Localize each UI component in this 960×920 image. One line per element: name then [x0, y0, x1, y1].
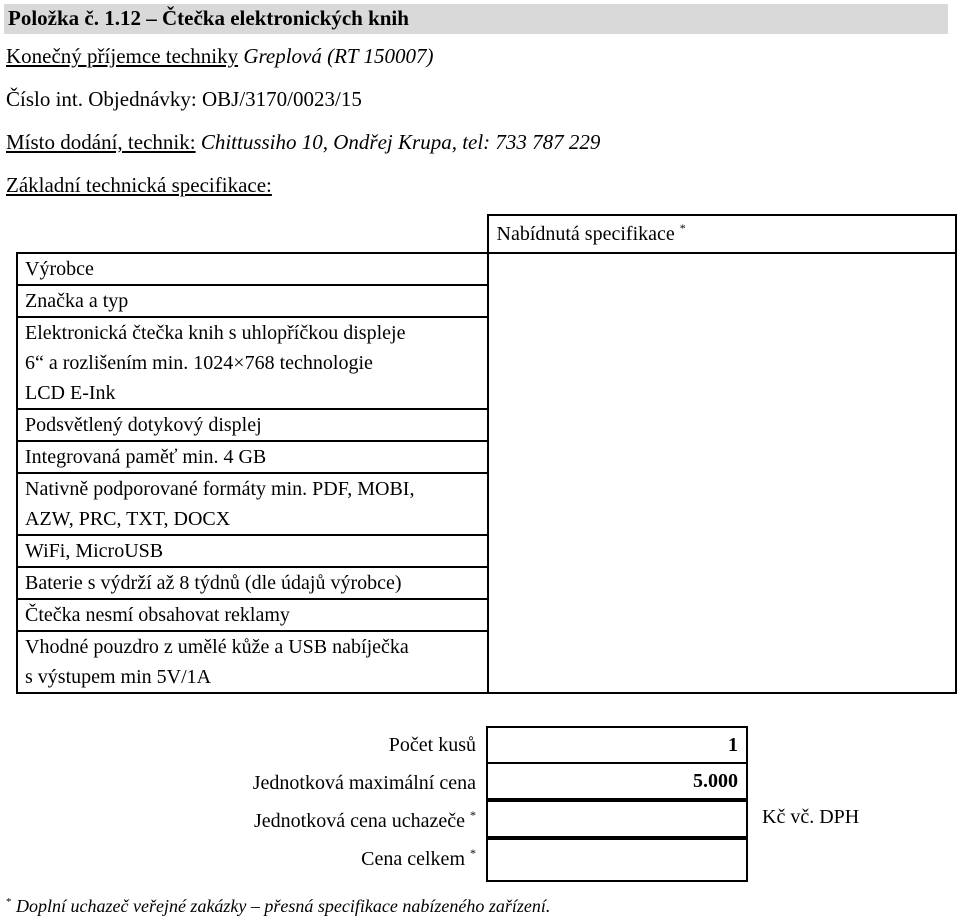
spec-requirement-line: AZW, PRC, TXT, DOCX	[25, 508, 231, 530]
order-label: Číslo int. Objednávky:	[6, 87, 197, 111]
bidder-price-box[interactable]	[486, 800, 748, 838]
spec-requirement	[17, 285, 488, 317]
footnote	[6, 896, 550, 917]
delivery-value: Chittussiho 10, Ondřej Krupa, tel: 733 787 229	[195, 130, 601, 154]
spec-header-row	[17, 215, 956, 253]
qty-box[interactable]	[486, 726, 748, 764]
total-label: Cena celkem	[361, 848, 465, 870]
bidder-price-label-wrap	[16, 810, 476, 833]
spec-requirement	[17, 441, 488, 473]
spec-requirement-line: Čtečka nesmí obsahovat reklamy	[25, 604, 290, 626]
spec-heading	[6, 173, 272, 198]
currency-note: Kč vč. DPH	[762, 806, 860, 828]
recipient-value: Greplová (RT 150007)	[238, 44, 434, 68]
total-asterisk: *	[470, 846, 476, 860]
spec-requirement	[17, 631, 488, 693]
delivery-line	[6, 130, 600, 155]
spec-requirement-line: Nativně podporované formáty min. PDF, MOBI,	[25, 478, 415, 500]
max-price-label: Jednotková maximální cena	[252, 772, 476, 794]
bidder-price-asterisk: *	[470, 808, 476, 822]
spec-table	[16, 214, 957, 694]
spec-requirement-line: 6“ a rozlišením min. 1024×768 technologie	[25, 352, 373, 374]
spec-requirement-line: s výstupem min 5V/1A	[25, 666, 212, 688]
spec-requirement	[17, 535, 488, 567]
spec-requirement-line: Značka a typ	[25, 290, 129, 312]
spec-requirement-line: LCD E-Ink	[25, 382, 116, 404]
spec-heading-text: Základní technická specifikace:	[6, 173, 272, 197]
spec-requirement	[17, 567, 488, 599]
offered-spec-label: Nabídnutá specifikace	[496, 222, 675, 245]
recipient-label: Konečný příjemce techniky	[6, 44, 239, 68]
spec-requirement	[17, 409, 488, 441]
spec-requirement-line: Vhodné pouzdro z umělé kůže a USB nabíječka	[25, 636, 409, 658]
total-label-wrap	[16, 848, 476, 871]
delivery-label: Místo dodání, technik:	[6, 130, 196, 154]
offered-spec-header	[488, 215, 957, 253]
spec-requirement-line: Baterie s výdrží až 8 týdnů (dle údajů výrobce)	[25, 572, 402, 594]
order-value: OBJ/3170/0023/15	[196, 87, 362, 111]
spec-requirement-line: WiFi, MicroUSB	[25, 540, 164, 562]
max-price-value: 5.000	[693, 770, 738, 792]
offered-spec-cell[interactable]	[488, 253, 957, 693]
page-title: Položka č. 1.12 – Čtečka elektronických knih	[8, 6, 409, 30]
total-box[interactable]	[486, 838, 748, 882]
order-line	[6, 87, 362, 112]
max-price-box[interactable]	[486, 762, 748, 800]
bidder-price-label: Jednotková cena uchazeče	[254, 810, 465, 832]
spec-requirement	[17, 599, 488, 631]
footnote-asterisk: *	[6, 896, 12, 908]
spec-requirement-line: Integrovaná paměť min. 4 GB	[25, 446, 267, 468]
offered-spec-asterisk: *	[679, 220, 686, 235]
footnote-text: Doplní uchazeč veřejné zakázky – přesná specifikace nabízeného zařízení.	[11, 896, 551, 916]
spec-header-empty	[17, 215, 488, 253]
qty-value: 1	[728, 734, 738, 756]
spec-requirement	[17, 473, 488, 535]
spec-requirement	[17, 317, 488, 409]
spec-requirement-line: Elektronická čtečka knih s uhlopříčkou displeje	[25, 322, 406, 344]
recipient-line	[6, 44, 433, 69]
spec-requirement-line: Podsvětlený dotykový displej	[25, 414, 262, 436]
spec-requirement-line: Výrobce	[25, 258, 94, 280]
qty-label: Počet kusů	[388, 734, 476, 756]
spec-row	[17, 253, 956, 285]
spec-requirement	[17, 253, 488, 285]
